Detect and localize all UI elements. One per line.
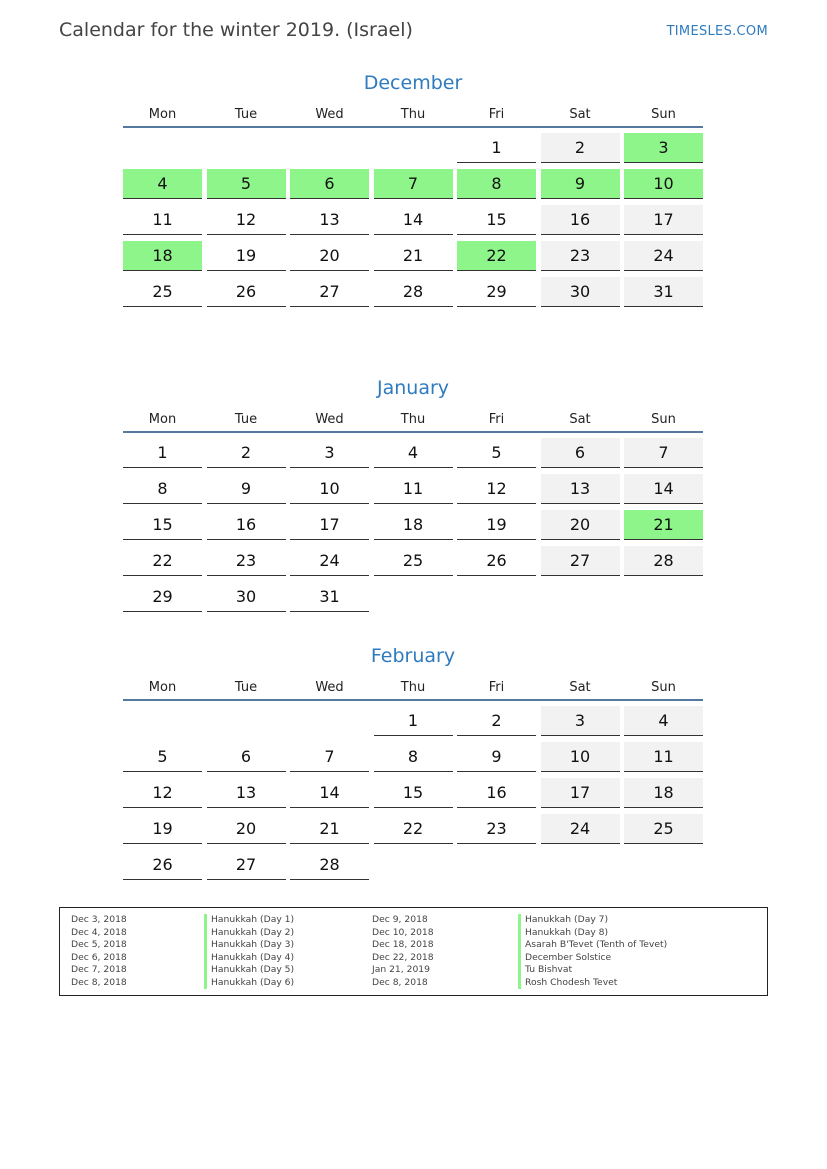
empty-cell <box>207 706 286 736</box>
empty-cell <box>290 706 369 736</box>
month-title: February <box>370 645 456 667</box>
day-cell-holiday[interactable]: 18 <box>123 241 202 271</box>
weekday-header <box>123 104 703 128</box>
empty-cell <box>123 706 202 736</box>
day-cell[interactable]: 14 <box>290 778 369 808</box>
legend-holiday-name: Asarah B'Tevet (Tenth of Tevet) <box>518 939 667 952</box>
day-cell[interactable]: 16 <box>207 510 286 540</box>
weekday-label: Wed <box>315 412 344 427</box>
weekday-label: Sun <box>651 412 676 427</box>
weekday-label: Tue <box>234 412 258 427</box>
day-cell[interactable]: 22 <box>123 546 202 576</box>
day-cell[interactable]: 12 <box>123 778 202 808</box>
day-cell[interactable]: 23 <box>207 546 286 576</box>
legend-holiday-name: Hanukkah (Day 1) <box>204 914 294 927</box>
weekday-label: Tue <box>234 680 258 695</box>
legend-date: Dec 8, 2018 <box>372 976 428 988</box>
legend-date: Dec 8, 2018 <box>71 976 127 988</box>
day-cell[interactable]: 26 <box>457 546 536 576</box>
weekday-label: Mon <box>148 107 177 122</box>
day-cell[interactable]: 20 <box>541 510 620 540</box>
day-cell[interactable]: 20 <box>290 241 369 271</box>
legend-date: Dec 3, 2018 <box>71 914 127 925</box>
weekday-label: Fri <box>488 107 505 122</box>
day-cell[interactable]: 26 <box>123 850 202 880</box>
legend-holiday-name: December Solstice <box>518 952 667 965</box>
legend-date: Dec 4, 2018 <box>71 926 127 938</box>
day-cell[interactable]: 21 <box>374 241 453 271</box>
weekday-label: Sun <box>651 680 676 695</box>
day-cell[interactable]: 9 <box>207 474 286 504</box>
day-cell[interactable]: 26 <box>207 277 286 307</box>
day-cell[interactable]: 15 <box>374 778 453 808</box>
day-cell[interactable]: 6 <box>541 438 620 468</box>
days-grid <box>123 706 703 880</box>
day-cell[interactable]: 31 <box>290 582 369 612</box>
day-cell-holiday[interactable]: 8 <box>457 169 536 199</box>
day-cell[interactable]: 23 <box>541 241 620 271</box>
day-cell[interactable]: 25 <box>374 546 453 576</box>
day-cell-holiday[interactable]: 10 <box>624 169 703 199</box>
day-cell[interactable]: 13 <box>541 474 620 504</box>
day-cell[interactable]: 15 <box>123 510 202 540</box>
weekday-label: Thu <box>400 680 426 695</box>
weekday-label: Sun <box>651 107 676 122</box>
day-cell[interactable]: 19 <box>123 814 202 844</box>
legend-date: Dec 10, 2018 <box>372 926 434 938</box>
month-december <box>123 70 703 307</box>
days-grid <box>123 438 703 612</box>
day-cell[interactable]: 29 <box>457 277 536 307</box>
weekday-label: Mon <box>148 412 177 427</box>
day-cell-holiday[interactable]: 9 <box>541 169 620 199</box>
weekday-label: Fri <box>488 412 505 427</box>
weekday-label: Mon <box>148 680 177 695</box>
day-cell-holiday[interactable]: 3 <box>624 133 703 163</box>
day-cell[interactable]: 30 <box>541 277 620 307</box>
day-cell[interactable]: 24 <box>541 814 620 844</box>
day-cell[interactable]: 24 <box>290 546 369 576</box>
day-cell[interactable]: 27 <box>290 277 369 307</box>
day-cell[interactable]: 28 <box>290 850 369 880</box>
day-cell[interactable]: 28 <box>624 546 703 576</box>
day-cell[interactable]: 19 <box>207 241 286 271</box>
weekday-label: Thu <box>400 412 426 427</box>
day-cell-holiday[interactable]: 7 <box>374 169 453 199</box>
day-cell[interactable]: 8 <box>123 474 202 504</box>
legend-date: Dec 18, 2018 <box>372 939 434 950</box>
day-cell[interactable]: 5 <box>123 742 202 772</box>
day-cell[interactable]: 18 <box>374 510 453 540</box>
days-grid <box>123 133 703 307</box>
legend-date: Dec 22, 2018 <box>372 951 434 963</box>
day-cell[interactable]: 13 <box>290 205 369 235</box>
legend-date: Dec 6, 2018 <box>71 951 127 963</box>
day-cell-holiday[interactable]: 21 <box>624 510 703 540</box>
day-cell[interactable]: 14 <box>624 474 703 504</box>
day-cell[interactable]: 7 <box>624 438 703 468</box>
day-cell[interactable]: 2 <box>541 133 620 163</box>
empty-cell <box>374 133 453 163</box>
legend-holiday-name: Hanukkah (Day 8) <box>518 927 667 940</box>
day-cell[interactable]: 6 <box>207 742 286 772</box>
legend-date: Dec 9, 2018 <box>372 914 428 925</box>
day-cell[interactable]: 1 <box>457 133 536 163</box>
day-cell[interactable]: 3 <box>290 438 369 468</box>
weekday-label: Wed <box>315 107 344 122</box>
day-cell[interactable]: 1 <box>374 706 453 736</box>
empty-cell <box>123 133 202 163</box>
legend-holiday-name: Hanukkah (Day 3) <box>204 939 294 952</box>
weekday-label: Sat <box>569 412 591 427</box>
day-cell[interactable]: 2 <box>457 706 536 736</box>
legend-date: Dec 5, 2018 <box>71 939 127 950</box>
day-cell[interactable]: 18 <box>624 778 703 808</box>
weekday-label: Sat <box>569 107 591 122</box>
weekday-label: Tue <box>234 107 258 122</box>
day-cell[interactable]: 25 <box>624 814 703 844</box>
month-february <box>123 643 703 880</box>
day-cell[interactable]: 25 <box>123 277 202 307</box>
day-cell[interactable]: 19 <box>457 510 536 540</box>
day-cell[interactable]: 17 <box>624 205 703 235</box>
legend-holiday-name: Hanukkah (Day 5) <box>204 964 294 977</box>
day-cell[interactable]: 24 <box>624 241 703 271</box>
empty-cell <box>207 133 286 163</box>
day-cell[interactable]: 13 <box>207 778 286 808</box>
weekday-label: Sat <box>569 680 591 695</box>
weekday-header <box>123 677 703 701</box>
weekday-label: Fri <box>488 680 505 695</box>
page-title: Calendar for the winter 2019. (Israel) <box>59 19 413 41</box>
legend-date: Jan 21, 2019 <box>372 964 430 975</box>
legend-dates-left <box>71 914 127 989</box>
day-cell[interactable]: 30 <box>207 582 286 612</box>
legend-date: Dec 7, 2018 <box>71 964 127 975</box>
day-cell[interactable]: 17 <box>541 778 620 808</box>
legend-holiday-name: Hanukkah (Day 7) <box>518 914 667 927</box>
day-cell[interactable]: 17 <box>290 510 369 540</box>
day-cell[interactable]: 22 <box>374 814 453 844</box>
day-cell[interactable]: 10 <box>290 474 369 504</box>
legend-holiday-name: Tu Bishvat <box>518 964 667 977</box>
day-cell[interactable]: 28 <box>374 277 453 307</box>
day-cell[interactable]: 15 <box>457 205 536 235</box>
legend-holiday-name: Hanukkah (Day 6) <box>204 977 294 990</box>
day-cell[interactable]: 21 <box>290 814 369 844</box>
day-cell-holiday[interactable]: 4 <box>123 169 202 199</box>
empty-cell <box>290 133 369 163</box>
day-cell[interactable]: 9 <box>457 742 536 772</box>
weekday-header <box>123 409 703 433</box>
day-cell[interactable]: 16 <box>541 205 620 235</box>
day-cell[interactable]: 27 <box>207 850 286 880</box>
day-cell[interactable]: 8 <box>374 742 453 772</box>
day-cell[interactable]: 11 <box>123 205 202 235</box>
legend-holiday-name: Hanukkah (Day 4) <box>204 952 294 965</box>
day-cell[interactable]: 11 <box>624 742 703 772</box>
day-cell[interactable]: 4 <box>624 706 703 736</box>
day-cell[interactable]: 3 <box>541 706 620 736</box>
day-cell-holiday[interactable]: 5 <box>207 169 286 199</box>
day-cell[interactable]: 2 <box>207 438 286 468</box>
site-link[interactable]: TIMESLES.COM <box>666 24 768 39</box>
day-cell[interactable]: 16 <box>457 778 536 808</box>
day-cell[interactable]: 12 <box>207 205 286 235</box>
day-cell[interactable]: 12 <box>457 474 536 504</box>
legend-names-left <box>204 914 294 989</box>
legend-holiday-name: Hanukkah (Day 2) <box>204 927 294 940</box>
legend-names-right <box>518 914 667 989</box>
day-cell[interactable]: 27 <box>541 546 620 576</box>
legend-dates-right <box>372 914 434 989</box>
day-cell[interactable]: 5 <box>457 438 536 468</box>
weekday-label: Thu <box>400 107 426 122</box>
day-cell[interactable]: 20 <box>207 814 286 844</box>
month-title: December <box>363 72 463 94</box>
day-cell[interactable]: 1 <box>123 438 202 468</box>
month-title: January <box>376 377 450 399</box>
day-cell[interactable]: 31 <box>624 277 703 307</box>
day-cell-holiday[interactable]: 6 <box>290 169 369 199</box>
weekday-label: Wed <box>315 680 344 695</box>
day-cell-holiday[interactable]: 22 <box>457 241 536 271</box>
month-january <box>123 375 703 612</box>
legend-holiday-name: Rosh Chodesh Tevet <box>518 977 667 990</box>
day-cell[interactable]: 11 <box>374 474 453 504</box>
day-cell[interactable]: 10 <box>541 742 620 772</box>
holiday-legend <box>59 907 768 996</box>
day-cell[interactable]: 29 <box>123 582 202 612</box>
day-cell[interactable]: 7 <box>290 742 369 772</box>
day-cell[interactable]: 14 <box>374 205 453 235</box>
day-cell[interactable]: 23 <box>457 814 536 844</box>
day-cell[interactable]: 4 <box>374 438 453 468</box>
